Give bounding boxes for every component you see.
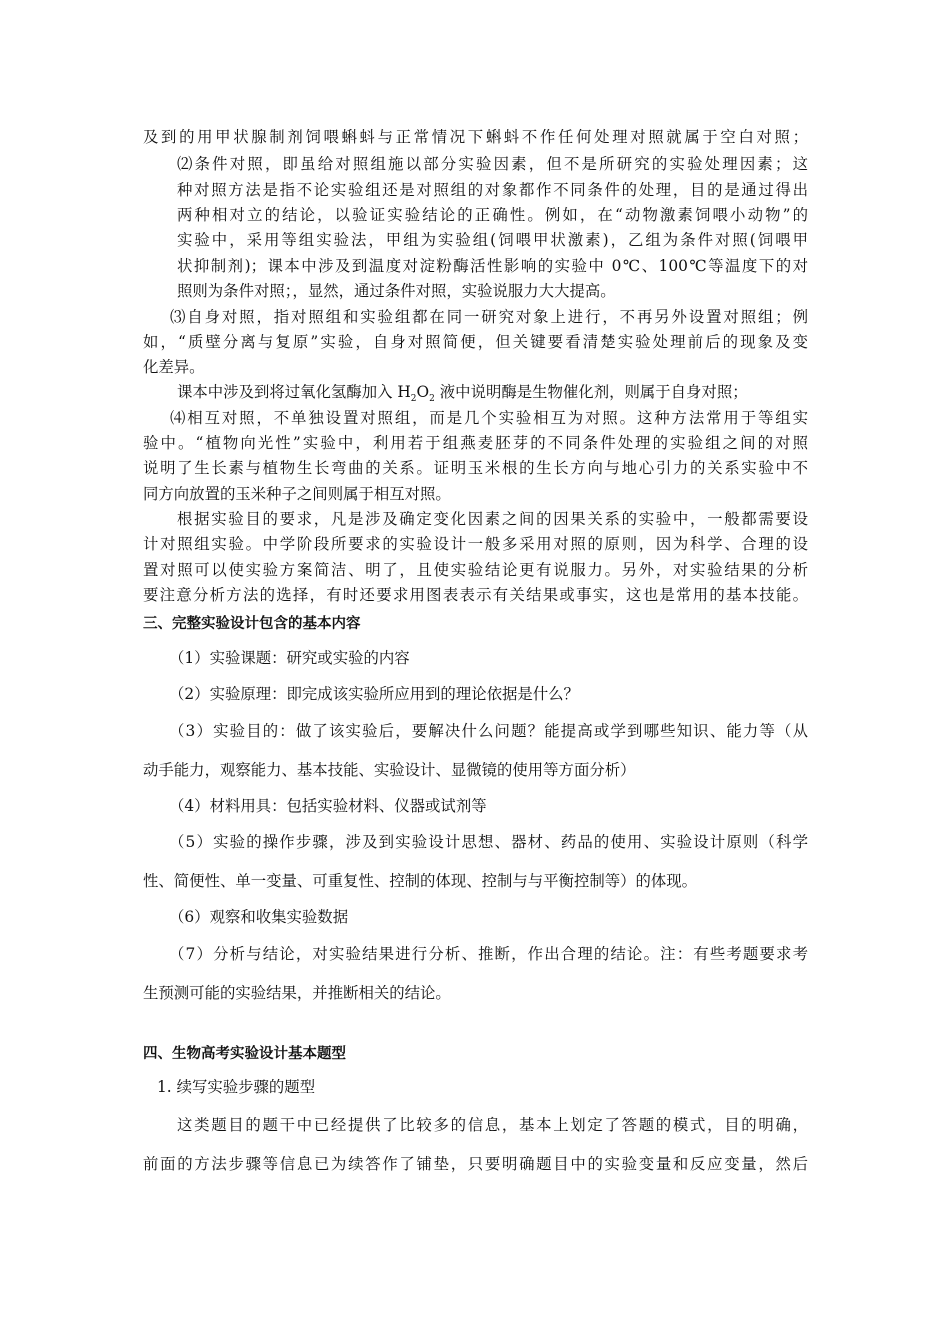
list-item-continued: 生预测可能的实验结果，并推断相关的结论。 bbox=[143, 984, 451, 1002]
list-item: （2）实验原理：即完成该实验所应用到的理论依据是什么？ bbox=[169, 685, 579, 703]
text-line: 置对照可以使实验方案简洁、明了，且使实验结论更有说服力。另外，对实验结果的分析 bbox=[143, 561, 808, 579]
text-line: 如，“质壁分离与复原”实验，自身对照简便，但关键要看清楚实验处理前后的现象及变 bbox=[143, 333, 808, 351]
text-line: 照则为条件对照；，显然，通过条件对照，实验说服力大大提高。 bbox=[177, 282, 616, 300]
text-line: 状抑制剂)；课本中涉及到温度对淀粉酶活性影响的实验中 0℃、100℃等温度下的对 bbox=[177, 257, 808, 275]
list-item: （7）分析与结论，对实验结果进行分析、推断，作出合理的结论。注：有些考题要求考 bbox=[169, 945, 808, 963]
text-line: 及到的用甲状腺制剂饲喂蝌蚪与正常情况下蝌蚪不作任何处理对照就属于空白对照； bbox=[143, 128, 808, 146]
text-line: 这类题目的题干中已经提供了比较多的信息，基本上划定了答题的模式，目的明确， bbox=[177, 1116, 808, 1134]
text-line: 课本中涉及到将过氧化氢酶加入 $H_2O_2$ 液中说明酶是生物催化剂，则属于自身对照； bbox=[177, 383, 748, 402]
list-item: （1）实验课题：研究或实验的内容 bbox=[169, 649, 410, 667]
text-line: 验中。“植物向光性”实验中，利用若于组燕麦胚芽的不同条件处理的实验组之间的对照 bbox=[143, 434, 808, 452]
subsection-heading: 1. 续写实验步骤的题型 bbox=[157, 1078, 316, 1096]
text-line: 计对照组实验。中学阶段所要求的实验设计一般多采用对照的原则，因为科学、合理的设 bbox=[143, 535, 808, 553]
text-line: ⑵条件对照，即虽给对照组施以部分实验因素，但不是所研究的实验处理因素；这 bbox=[177, 155, 808, 173]
list-item-continued: 动手能力，观察能力、基本技能、实验设计、显微镜的使用等方面分析） bbox=[143, 761, 636, 779]
text-line: 根据实验目的要求，凡是涉及确定变化因素之间的因果关系的实验中，一般都需要设 bbox=[177, 510, 808, 528]
section-heading: 三、完整实验设计包含的基本内容 bbox=[143, 616, 361, 632]
text-line: ⑷相互对照，不单独设置对照组，而是几个实验相互为对照。这种方法常用于等组实 bbox=[170, 409, 808, 427]
list-item-continued: 性、简便性、单一变量、可重复性、控制的体现、控制与与平衡控制等）的体现。 bbox=[143, 872, 698, 890]
section-heading: 四、生物高考实验设计基本题型 bbox=[143, 1046, 346, 1062]
list-item: （5）实验的操作步骤，涉及到实验设计思想、器材、药品的使用、实验设计原则（科学 bbox=[169, 833, 808, 851]
text-line: 前面的方法步骤等信息已为续答作了铺垫，只要明确题目中的实验变量和反应变量，然后 bbox=[143, 1155, 808, 1173]
list-item: （6）观察和收集实验数据 bbox=[169, 908, 349, 926]
text-line: 两种相对立的结论，以验证实验结论的正确性。例如，在“动物激素饲喂小动物”的 bbox=[177, 206, 808, 224]
text-line: 实验中，采用等组实验法，甲组为实验组(饲喂甲状激素)，乙组为条件对照(饲喂甲 bbox=[177, 231, 808, 249]
text-line: 说明了生长素与植物生长弯曲的关系。证明玉米根的生长方向与地心引力的关系实验中不 bbox=[143, 459, 808, 477]
text-line: 化差异。 bbox=[143, 358, 205, 376]
text-line: ⑶自身对照，指对照组和实验组都在同一研究对象上进行，不再另外设置对照组；例 bbox=[170, 308, 808, 326]
text-line: 种对照方法是指不论实验组还是对照组的对象都作不同条件的处理，目的是通过得出 bbox=[177, 181, 808, 199]
text-line: 同方向放置的玉米种子之间则属于相互对照。 bbox=[143, 485, 451, 503]
list-item: （3）实验目的：做了该实验后，要解决什么问题？能提高或学到哪些知识、能力等（从 bbox=[169, 722, 808, 740]
text-line: 要注意分析方法的选择，有时还要求用图表表示有关结果或事实，这也是常用的基本技能。 bbox=[143, 586, 808, 604]
list-item: （4）材料用具：包括实验材料、仪器或试剂等 bbox=[169, 797, 487, 815]
